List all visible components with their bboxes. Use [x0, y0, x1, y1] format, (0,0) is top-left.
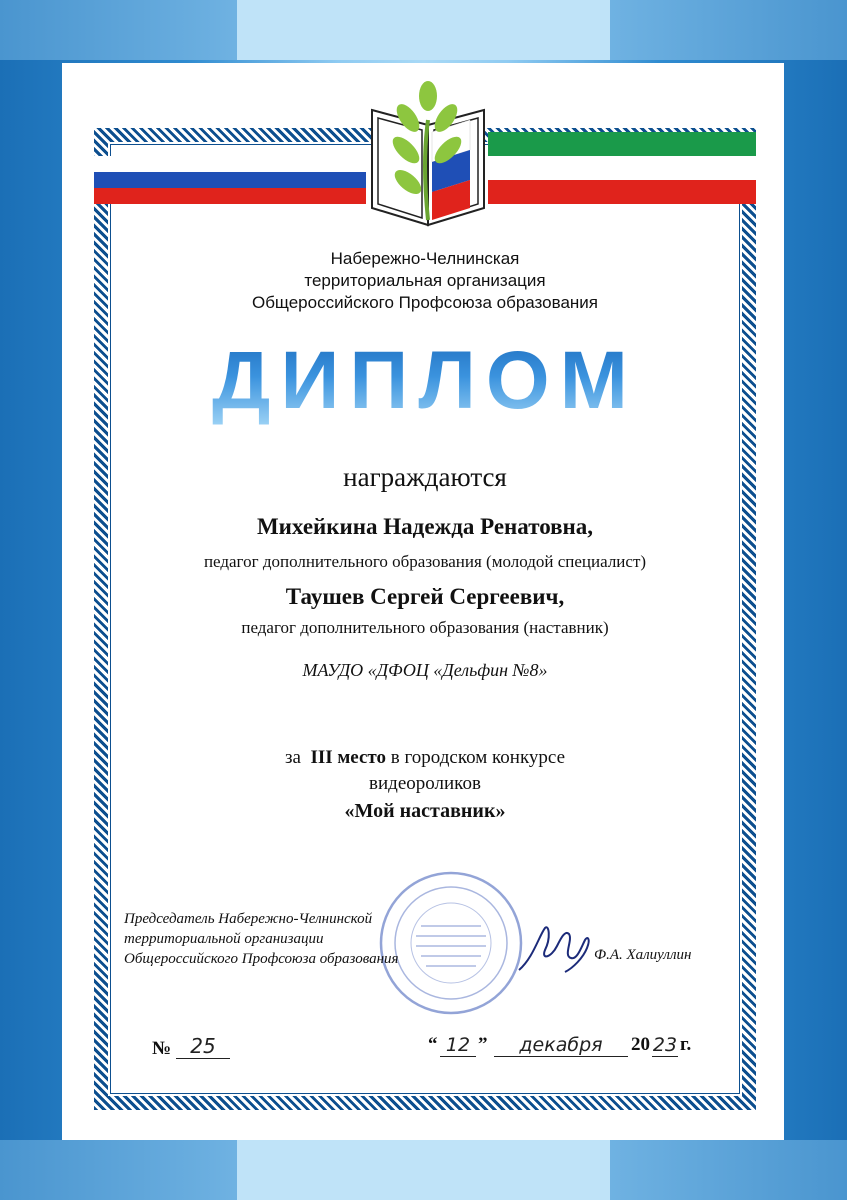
organization-line-3: Общероссийского Профсоюза образования [251, 293, 599, 312]
signatory-name: Ф.А. Халиуллин [594, 947, 692, 963]
contest-line-1 [120, 746, 730, 770]
date-open-quote: “ [428, 1034, 438, 1055]
diploma-title: ДИПЛОМ [150, 336, 700, 426]
flag-white-stripe [488, 156, 756, 180]
contest-place: III место [310, 747, 386, 768]
date-day: 12 [440, 1034, 476, 1057]
organization-line-2: территориальная организация [304, 271, 546, 290]
signatory-line-2: территориальной организации [124, 931, 324, 947]
signatory-position [124, 909, 454, 969]
flag-red-stripe [94, 188, 366, 204]
recipient-2-role: педагог дополнительного образования (наставник) [241, 618, 609, 637]
signatory-line-3: Общероссийского Профсоюза образования [124, 951, 399, 967]
flag-green-stripe [488, 132, 756, 156]
signatory-line-1: Председатель Набережно-Челнинской [124, 911, 373, 927]
background-bottom-band [0, 1140, 847, 1200]
flag-red-stripe [488, 180, 756, 204]
document-date [428, 1034, 708, 1064]
contest-line-2: видеороликов [369, 773, 481, 794]
russian-flag-stripes [94, 156, 366, 204]
institution-name: МАУДО «ДФОЦ «Дельфин №8» [302, 660, 548, 680]
awarded-text: награждаются [343, 462, 507, 492]
organization-name [150, 248, 700, 314]
document-number-label: № [152, 1038, 172, 1059]
year-suffix: 23 [652, 1034, 678, 1056]
handwritten-signature [515, 918, 595, 978]
union-logo-icon [362, 80, 494, 230]
year-mark: г. [680, 1034, 692, 1055]
recipient-1-role: педагог дополнительного образования (молодой специалист) [203, 552, 647, 571]
contest-title: «Мой наставник» [344, 800, 506, 822]
year-prefix: 20 [631, 1034, 650, 1055]
document-number: 25 [176, 1034, 230, 1059]
recipient-2-name: Таушев Сергей Сергеевич, [285, 584, 565, 609]
organization-line-1: Набережно-Челнинская [330, 249, 520, 268]
flag-white-stripe [94, 156, 366, 172]
date-month: декабря [494, 1034, 628, 1057]
recipient-1-name: Михейкина Надежда Ренатовна, [256, 514, 594, 539]
tatarstan-flag-stripes [488, 132, 756, 204]
flag-blue-stripe [94, 172, 366, 188]
contest-suffix: в городском конкурсе [390, 747, 566, 768]
contest-prefix: за [284, 747, 301, 768]
background-top-band [0, 0, 847, 60]
date-close-quote: ” [478, 1034, 488, 1055]
